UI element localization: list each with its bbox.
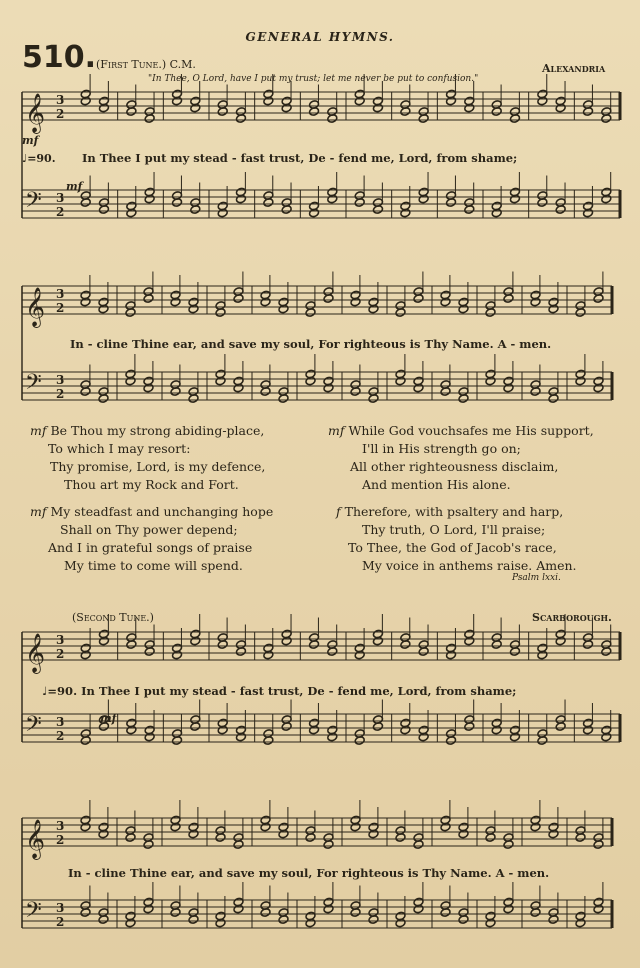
time-signature: 2 (56, 301, 65, 315)
note-head (190, 205, 201, 215)
note-head (458, 915, 469, 925)
first-tune-label: (First Tune.) C.M. (96, 58, 196, 71)
note-head (98, 304, 109, 314)
note-head (413, 294, 424, 304)
note-head (368, 394, 379, 404)
note-head (400, 640, 411, 650)
note-head (372, 103, 383, 113)
verse-dynamic: mf (30, 504, 47, 519)
note-head (485, 308, 496, 318)
note-head (593, 904, 604, 914)
note-head (491, 208, 502, 218)
note-head (188, 304, 199, 314)
note-head (372, 205, 383, 215)
note-head (509, 194, 520, 204)
verse-line: All other righteousness disclaim, (350, 459, 559, 474)
verse-line: My time to come will spend. (64, 558, 243, 573)
note-head (260, 822, 271, 832)
time-signature: 3 (56, 633, 65, 647)
dynamic-mf: mf (22, 134, 39, 147)
note-head (413, 840, 424, 850)
note-head (263, 198, 274, 208)
note-head (509, 732, 520, 742)
note-head (509, 647, 520, 657)
note-head (233, 294, 244, 304)
note-head (263, 650, 274, 660)
note-head (260, 908, 271, 918)
note-head (172, 96, 183, 106)
first-tune-name: Alexandria (542, 62, 606, 75)
treble-clef: 𝄞 (25, 93, 46, 133)
note-head (80, 650, 91, 660)
verse-dynamic: mf (328, 423, 345, 438)
note-head (327, 194, 338, 204)
note-head (354, 96, 365, 106)
note-head (327, 647, 338, 657)
second-tune-label: (Second Tune.) (72, 611, 154, 624)
note-head (350, 297, 361, 307)
note-head (555, 636, 566, 646)
note-head (395, 376, 406, 386)
note-head (190, 103, 201, 113)
note-head (418, 732, 429, 742)
note-head (418, 194, 429, 204)
note-head (601, 114, 612, 124)
note-head (98, 103, 109, 113)
note-head (583, 208, 594, 218)
note-head (98, 915, 109, 925)
note-head (503, 294, 514, 304)
note-head (413, 383, 424, 393)
second-lyrics-line-1: ♩=90. In Thee I put my stead - fast trust, De - fend me, Lord, from shame; (42, 684, 517, 698)
note-head (263, 96, 274, 106)
note-head (305, 308, 316, 318)
note-head (400, 725, 411, 735)
note-head (217, 208, 228, 218)
note-head (172, 198, 183, 208)
note-head (281, 722, 292, 732)
note-head (215, 918, 226, 928)
note-head (464, 205, 475, 215)
note-head (575, 376, 586, 386)
note-head (327, 732, 338, 742)
note-head (278, 304, 289, 314)
note-head (278, 915, 289, 925)
note-head (530, 387, 541, 397)
note-head (503, 383, 514, 393)
note-head (583, 640, 594, 650)
verse-dynamic: f (336, 504, 341, 519)
note-head (235, 114, 246, 124)
verse-line: Thou art my Rock and Fort. (64, 477, 239, 492)
note-head (305, 833, 316, 843)
treble-clef: 𝄞 (25, 633, 46, 673)
note-head (125, 376, 136, 386)
time-signature: 3 (56, 901, 65, 915)
note-head (440, 387, 451, 397)
time-signature: 3 (56, 93, 65, 107)
note-head (144, 732, 155, 742)
time-signature: 3 (56, 819, 65, 833)
note-head (235, 647, 246, 657)
note-head (80, 822, 91, 832)
note-head (440, 908, 451, 918)
note-head (98, 205, 109, 215)
note-head (263, 736, 274, 746)
note-head (575, 833, 586, 843)
note-head (446, 736, 457, 746)
note-head (440, 822, 451, 832)
treble-clef: 𝄞 (25, 287, 46, 327)
verse-line: And mention His alone. (362, 477, 511, 492)
note-head (354, 736, 365, 746)
note-head (395, 833, 406, 843)
note-head (601, 732, 612, 742)
verse-line: Be Thou my strong abiding-place, (50, 423, 265, 438)
verse-line: My steadfast and unchanging hope (50, 504, 274, 519)
note-head (601, 194, 612, 204)
verse-line: Thy promise, Lord, is my defence, (50, 459, 266, 474)
note-head (593, 383, 604, 393)
note-head (323, 840, 334, 850)
lyrics-line-1: In Thee I put my stead - fast trust, De - fend me, Lord, from shame; (82, 151, 518, 165)
verse-2 (30, 422, 265, 494)
note-head (418, 647, 429, 657)
note-head (530, 822, 541, 832)
time-signature: 2 (56, 647, 65, 661)
note-head (188, 829, 199, 839)
note-head (464, 103, 475, 113)
verse-line: And I in grateful songs of praise (48, 540, 253, 555)
note-head (172, 736, 183, 746)
note-head (368, 915, 379, 925)
note-head (555, 722, 566, 732)
time-signature: 2 (56, 387, 65, 401)
note-head (395, 308, 406, 318)
note-head (583, 107, 594, 117)
bass-clef: 𝄢 (25, 898, 42, 928)
time-signature: 2 (56, 729, 65, 743)
verse-5 (336, 503, 577, 575)
note-head (458, 304, 469, 314)
psalm-reference: Psalm lxxi. (512, 573, 561, 583)
note-head (575, 918, 586, 928)
note-head (503, 840, 514, 850)
note-head (260, 297, 271, 307)
note-head (593, 294, 604, 304)
note-head (80, 198, 91, 208)
note-head (144, 114, 155, 124)
time-signature: 2 (56, 205, 65, 219)
note-head (170, 822, 181, 832)
hymn-number: 510. (22, 40, 97, 75)
note-head (188, 915, 199, 925)
note-head (144, 194, 155, 204)
note-head (125, 833, 136, 843)
verse-3 (328, 422, 594, 494)
note-head (143, 840, 154, 850)
dynamic-mf-second: mf (100, 712, 117, 725)
verse-4 (30, 503, 273, 575)
note-head (217, 640, 228, 650)
note-head (491, 725, 502, 735)
note-head (217, 725, 228, 735)
time-signature: 3 (56, 373, 65, 387)
note-head (354, 650, 365, 660)
note-head (126, 725, 137, 735)
verse-line: Therefore, with psaltery and harp, (344, 504, 564, 519)
note-head (395, 918, 406, 928)
note-head (309, 640, 320, 650)
running-head: GENERAL HYMNS. (245, 30, 395, 44)
note-head (172, 650, 183, 660)
time-signature: 3 (56, 715, 65, 729)
note-head (235, 194, 246, 204)
time-signature: 3 (56, 287, 65, 301)
note-head (126, 640, 137, 650)
scripture-motto: "In Thee, O Lord, have I put my trust; let me never be put to confusion." (148, 74, 479, 84)
note-head (548, 394, 559, 404)
note-head (350, 387, 361, 397)
note-head (143, 294, 154, 304)
note-head (509, 114, 520, 124)
metronome-mark: ♩=90. (22, 152, 56, 165)
note-head (537, 96, 548, 106)
note-head (458, 829, 469, 839)
treble-clef: 𝄞 (25, 819, 46, 859)
verse-line: Shall on Thy power depend; (60, 522, 238, 537)
note-head (125, 308, 136, 318)
verse-line: To which I may resort: (48, 441, 191, 456)
note-head (190, 636, 201, 646)
note-head (170, 297, 181, 307)
time-signature: 2 (56, 915, 65, 929)
bass-clef: 𝄢 (25, 188, 42, 218)
note-head (593, 840, 604, 850)
note-head (485, 833, 496, 843)
verse-line: My voice in anthems raise. Amen. (362, 558, 577, 573)
note-head (368, 829, 379, 839)
lyrics-line-2: In - cline Thine ear, and save my soul, For righteous is Thy Name. A - men. (70, 337, 552, 351)
note-head (80, 908, 91, 918)
dynamic-mf-bass: mf (66, 180, 83, 193)
note-head (281, 205, 292, 215)
note-head (575, 308, 586, 318)
note-head (144, 647, 155, 657)
note-head (400, 208, 411, 218)
note-head (190, 722, 201, 732)
note-head (323, 383, 334, 393)
note-head (491, 107, 502, 117)
note-head (309, 107, 320, 117)
verse-line: To Thee, the God of Jacob's race, (348, 540, 557, 555)
note-head (215, 308, 226, 318)
note-head (368, 304, 379, 314)
note-head (278, 394, 289, 404)
note-head (555, 103, 566, 113)
note-head (446, 198, 457, 208)
note-head (327, 114, 338, 124)
bass-clef: 𝄢 (25, 712, 42, 742)
note-head (305, 918, 316, 928)
note-head (446, 650, 457, 660)
note-head (143, 904, 154, 914)
note-head (260, 387, 271, 397)
note-head (350, 908, 361, 918)
note-head (548, 304, 559, 314)
note-head (530, 297, 541, 307)
note-head (491, 640, 502, 650)
note-head (548, 829, 559, 839)
note-head (537, 736, 548, 746)
note-head (413, 904, 424, 914)
note-head (217, 107, 228, 117)
note-head (233, 840, 244, 850)
time-signature: 2 (56, 107, 65, 121)
note-head (126, 208, 137, 218)
note-head (440, 297, 451, 307)
note-head (548, 915, 559, 925)
note-head (350, 822, 361, 832)
note-head (464, 722, 475, 732)
note-head (281, 636, 292, 646)
note-head (354, 198, 365, 208)
note-head (80, 297, 91, 307)
note-head (400, 107, 411, 117)
note-head (278, 829, 289, 839)
note-head (464, 636, 475, 646)
note-head (458, 394, 469, 404)
note-head (80, 96, 91, 106)
note-head (537, 650, 548, 660)
note-head (170, 387, 181, 397)
verse-line: I'll in His strength go on; (362, 441, 521, 456)
verse-dynamic: mf (30, 423, 47, 438)
note-head (98, 394, 109, 404)
note-head (98, 829, 109, 839)
note-head (323, 904, 334, 914)
bass-clef: 𝄢 (25, 370, 42, 400)
verse-line: Thy truth, O Lord, I'll praise; (362, 522, 546, 537)
note-head (323, 294, 334, 304)
second-lyrics-line-2: In - cline Thine ear, and save my soul, For righteous is Thy Name. A - men. (68, 866, 550, 880)
note-head (98, 636, 109, 646)
note-head (215, 833, 226, 843)
note-head (80, 736, 91, 746)
time-signature: 3 (56, 191, 65, 205)
note-head (485, 918, 496, 928)
note-head (446, 96, 457, 106)
note-head (281, 103, 292, 113)
note-head (503, 904, 514, 914)
note-head (418, 114, 429, 124)
note-head (125, 918, 136, 928)
note-head (530, 908, 541, 918)
note-head (233, 904, 244, 914)
note-head (601, 647, 612, 657)
note-head (305, 376, 316, 386)
note-head (235, 732, 246, 742)
note-head (309, 208, 320, 218)
note-head (583, 725, 594, 735)
note-head (215, 376, 226, 386)
note-head (309, 725, 320, 735)
note-head (126, 107, 137, 117)
note-head (80, 387, 91, 397)
second-tune-name: Scarborough. (532, 611, 612, 624)
note-head (537, 198, 548, 208)
note-head (233, 383, 244, 393)
note-head (143, 383, 154, 393)
verse-line: While God vouchsafes me His support, (348, 423, 594, 438)
time-signature: 2 (56, 833, 65, 847)
note-head (555, 205, 566, 215)
note-head (372, 636, 383, 646)
note-head (170, 908, 181, 918)
note-head (188, 394, 199, 404)
note-head (485, 376, 496, 386)
note-head (372, 722, 383, 732)
